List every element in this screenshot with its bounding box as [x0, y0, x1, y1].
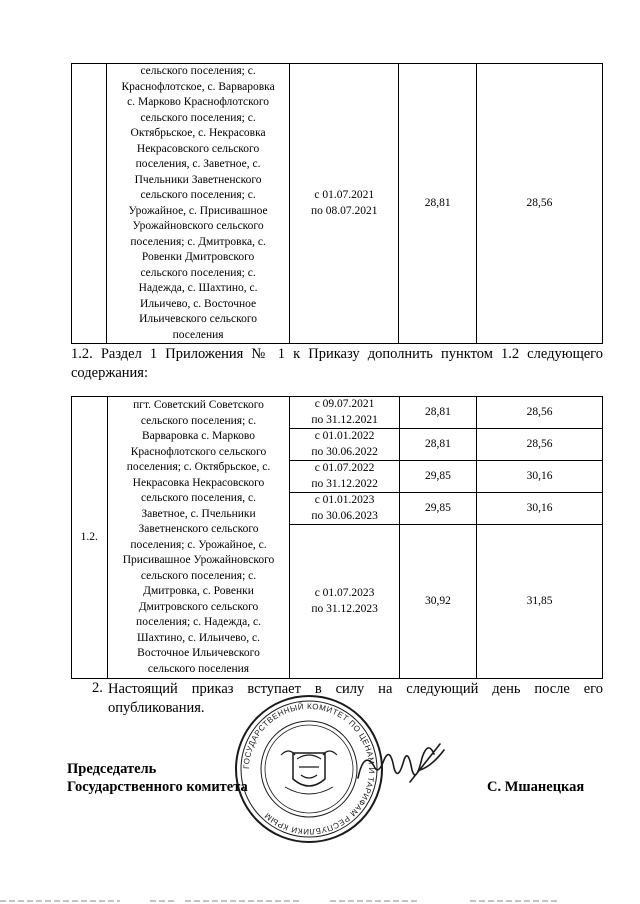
period-cell: с 09.07.2021 по 31.12.2021	[290, 397, 399, 429]
item-2-text: Настоящий приказ вступает в силу на следующий день после его опубликования.	[108, 681, 603, 716]
tariff-b-cell: 31,85	[477, 525, 603, 679]
period-cell: с 01.07.2022 по 31.12.2022	[290, 461, 399, 493]
tariff-a-cell: 30,92	[399, 525, 476, 679]
tariff-table-1-2	[71, 396, 603, 679]
tariff-a-cell: 29,85	[399, 461, 476, 493]
settlements-cell: пгт. Советский Советского сельского поселения; с. Варваровка с. Марково Краснофлотского сельского поселения; с. Октябрьское, с. Некрасовка Некрасовского сельского поселения, с. Заветное, с. Пчельники Заветненского сельского поселения; с. Урожайное, с. Присивашное Урожайновского сельского поселения; с. Дмитровка, с. Ровенки Дмитровского сельского поселения; с. Надежда, с. Шахтино, с. Ильичево, с. Восточное Ильичевского сельского поселения	[107, 397, 290, 679]
table-row	[72, 64, 603, 344]
seal-text: ГОСУДАРСТВЕННЫЙ КОМИТЕТ ПО ЦЕНАМ И ТАРИФАМ РЕСПУБЛИКИ КРЫМ	[241, 701, 377, 837]
table-row	[72, 397, 603, 429]
handwritten-signature	[350, 730, 450, 800]
scan-edge-artifact	[0, 896, 640, 904]
tariff-b-cell: 30,16	[477, 493, 603, 525]
row-number-cell: 1.2.	[72, 397, 108, 679]
tariff-b-cell: 30,16	[477, 461, 603, 493]
tariff-a-cell: 28,81	[399, 397, 476, 429]
signatory-name: С. Мшанецкая	[487, 779, 585, 795]
tariff-b-cell: 28,56	[477, 429, 603, 461]
row-number-cell	[72, 64, 107, 344]
tariff-a-cell: 28,81	[399, 429, 476, 461]
tariff-a-cell: 28,81	[399, 64, 477, 344]
settlements-cell: сельского поселения; с. Краснофлотское, с. Варваровка с. Марково Краснофлотского сельского поселения; с. Октябрьское, с. Некрасовка Некрасовского сельского поселения, с. Заветное, с. Пчельники Заветненского сельского поселения; с. Урожайное, с. Присивашное Урожайновского сельского поселения; с. Дмитровка, с. Ровенки Дмитровского сельского поселения; с. Надежда, с. Шахтино, с. Ильичево, с. Восточное Ильичевского сельского поселения	[107, 64, 290, 344]
signatory-title-line1: Председатель	[67, 761, 157, 777]
tariff-b-cell: 28,56	[477, 397, 603, 429]
period-cell: с 01.07.2023 по 31.12.2023	[290, 525, 399, 679]
signatory-title-line2: Государственного комитета	[67, 779, 248, 795]
tariff-a-cell: 29,85	[399, 493, 476, 525]
paragraph-1-2: 1.2. Раздел 1 Приложения № 1 к Приказу дополнить пунктом 1.2 следующего содержания:	[71, 346, 603, 381]
period-cell: с 01.01.2022 по 30.06.2022	[290, 429, 399, 461]
period-cell: с 01.01.2023 по 30.06.2023	[290, 493, 399, 525]
item-2-number: 2.	[92, 680, 103, 696]
tariff-table-continuation	[71, 63, 603, 344]
tariff-b-cell: 28,56	[476, 64, 602, 344]
period-cell: с 01.07.2021 по 08.07.2021	[290, 64, 399, 344]
